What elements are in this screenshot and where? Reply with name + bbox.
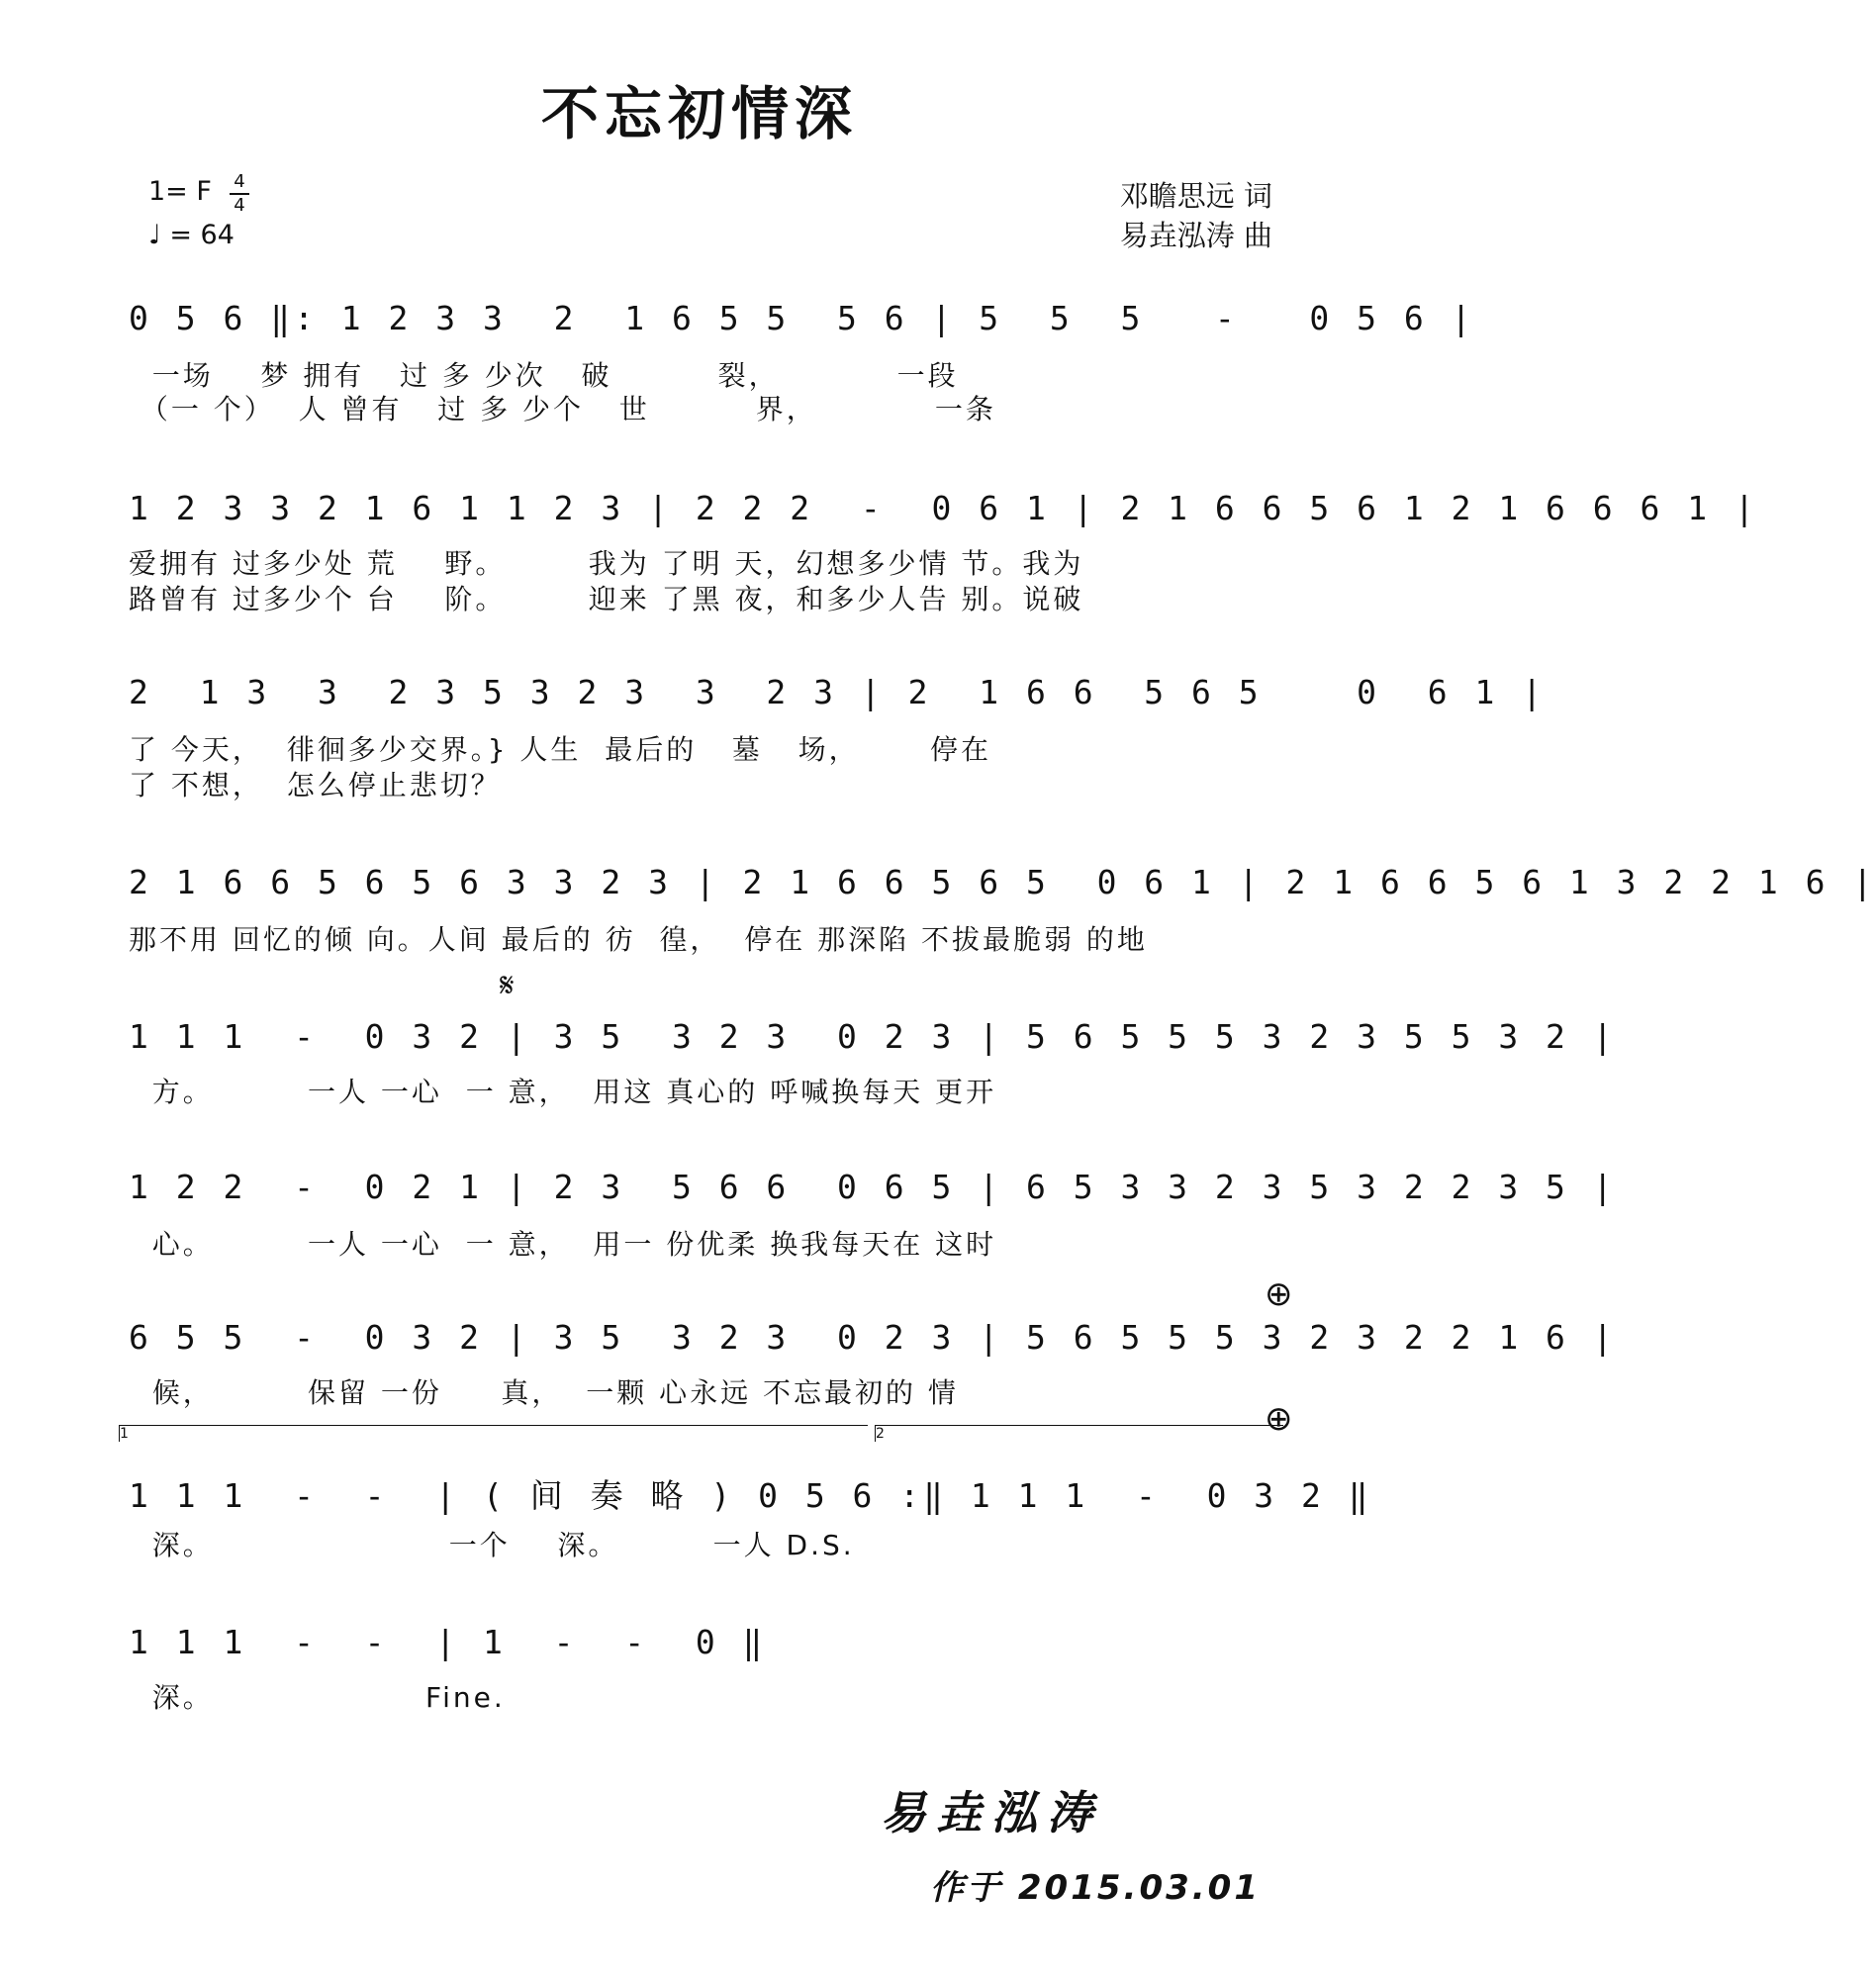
time-signature: [230, 172, 249, 216]
score-system-7-lyrics-1: 候， 保留 一份 真， 一颗 心永远 不忘最初的 情: [129, 1376, 959, 1409]
volta-bracket-2: [875, 1425, 1283, 1442]
score-system-5-lyrics-1: 方。 一人 一心 一 意， 用这 真心的 呼喊换每天 更开: [129, 1076, 997, 1108]
key-signature: 1= F: [148, 176, 212, 207]
volta-bracket-1: [119, 1425, 868, 1442]
score-system-2-lyrics-1: 爱拥有 过多少处 荒 野。 我为 了明 天，幻想多少情 节。我为: [129, 547, 1084, 580]
score-system-3-notes: 2 1 3 3 2 3 5 3 2 3 3 2 3 | 2 1 6 6 5 6 5 0 6 1 |: [129, 673, 1547, 711]
score-system-4-notes: 2 1 6 6 5 6 5 6 3 3 2 3 | 2 1 6 6 5 6 5 0 6 1 | 2 1 6 6 5 6 1 3 2 2 1 6 |: [129, 863, 1876, 901]
score-system-1-notes: 0 5 6 ‖: 1 2 3 3 2 1 6 5 5 5 6 | 5 5 5 - 0 5 6 |: [129, 299, 1475, 337]
song-title: 不忘初情深: [540, 80, 858, 147]
score-system-6-lyrics-1: 心。 一人 一心 一 意， 用一 份优柔 换我每天在 这时: [129, 1228, 997, 1261]
score-system-6-notes: 1 2 2 - 0 2 1 | 2 3 5 6 6 0 6 5 | 6 5 3 3 2 3 5 3 2 2 3 5 |: [129, 1168, 1617, 1206]
score-system-9-lyrics-1: 深。 Fine.: [129, 1681, 506, 1714]
score-system-7-notes: 6 5 5 - 0 3 2 | 3 5 3 2 3 0 2 3 | 5 6 5 5 5 3 2 3 2 2 1 6 |: [129, 1318, 1617, 1357]
coda-sign-2: ⊕: [1265, 1399, 1293, 1439]
time-signature-bottom: 4: [234, 195, 245, 216]
score-system-5-notes: 1 1 1 - 0 3 2 | 3 5 3 2 3 0 2 3 | 5 6 5 5 5 3 2 3 5 5 3 2 |: [129, 1017, 1617, 1056]
lyricist-credit: 邓瞻思远 词: [1119, 179, 1272, 213]
composition-date: 作于 2015.03.01: [930, 1868, 1261, 1908]
composer-signature: 易垚泓涛: [881, 1786, 1102, 1839]
time-signature-top: 4: [234, 171, 245, 192]
volta-1-number: 1: [120, 1426, 129, 1442]
composer-credit: 易垚泓涛 曲: [1119, 219, 1272, 252]
score-system-1-lyrics-1: 一场 梦 拥有 过 多 少次 破 裂， 一段: [129, 359, 959, 392]
score-system-1-lyrics-2: （一 个） 人 曾有 过 多 少个 世 界， 一条: [129, 393, 996, 425]
credits: [1120, 176, 1272, 255]
segno-sign: 𝄋: [500, 966, 515, 1005]
volta-2-number: 2: [876, 1426, 885, 1442]
score-system-8-lyrics-1: 深。 一个 深。 一人 D.S.: [129, 1529, 855, 1561]
tempo-marking: ♩ = 64: [148, 220, 234, 250]
coda-sign-1: ⊕: [1265, 1274, 1293, 1314]
score-system-9-notes: 1 1 1 - - | 1 - - 0 ‖: [129, 1623, 767, 1661]
score-system-3-lyrics-2: 了 不想， 怎么停止悲切？: [129, 769, 502, 801]
score-system-4-lyrics-1: 那不用 回忆的倾 向。人间 最后的 彷 徨， 停在 那深陷 不拔最脆弱 的地: [129, 923, 1148, 956]
score-system-8-notes: 1 1 1 - - | ( 间 奏 略 ) 0 5 6 :‖ 1 1 1 - 0 3 2 ‖: [129, 1476, 1372, 1515]
score-system-2-notes: 1 2 3 3 2 1 6 1 1 2 3 | 2 2 2 - 0 6 1 | 2 1 6 6 5 6 1 2 1 6 6 6 1 |: [129, 489, 1758, 527]
score-system-3-lyrics-1: 了 今天， 徘徊多少交界。} 人生 最后的 墓 场， 停在: [129, 733, 992, 766]
score-system-2-lyrics-2: 路曾有 过多少个 台 阶。 迎来 了黑 夜，和多少人告 别。说破: [129, 583, 1084, 615]
